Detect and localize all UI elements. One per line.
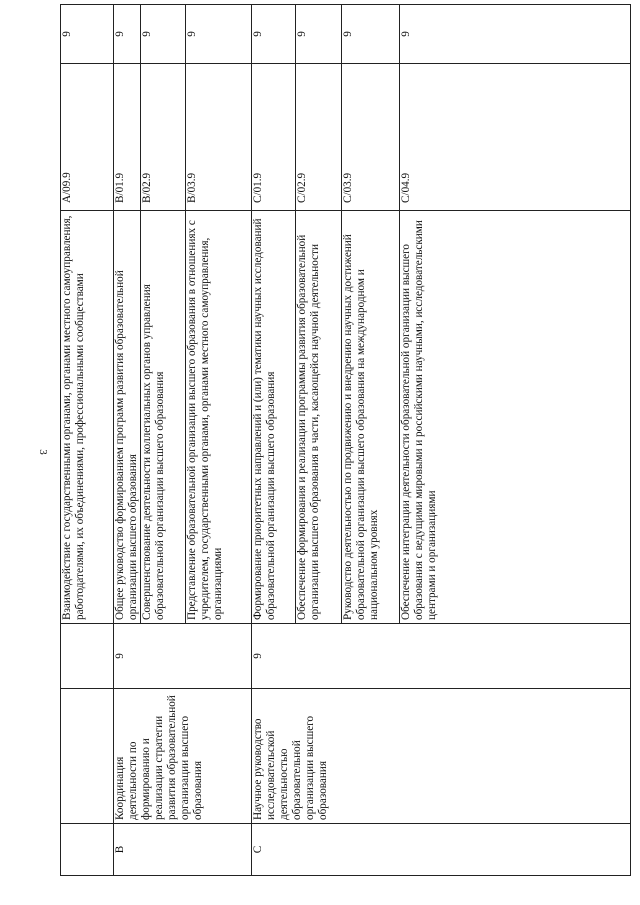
labor-function-code: C/02.9 — [296, 64, 342, 211]
labor-function-code: C/04.9 — [400, 64, 631, 211]
generalized-function-code: B — [114, 824, 252, 876]
labor-function-level: 9 — [61, 5, 114, 64]
generalized-function-level: 9 — [252, 624, 631, 689]
labor-function-level: 9 — [400, 5, 631, 64]
labor-function-code: C/01.9 — [252, 64, 296, 211]
labor-function-code: C/03.9 — [342, 64, 400, 211]
page-number: 3 — [36, 449, 49, 455]
labor-function-level: 9 — [252, 5, 296, 64]
labor-function-level: 9 — [342, 5, 400, 64]
generalized-function-name-cell — [61, 689, 114, 824]
labor-function-code: B/03.9 — [186, 64, 252, 211]
labor-function-text: Формирование приоритетных направлений и (или) тематики научных исследований образовательной организации высшего образования — [252, 211, 296, 624]
labor-function-level: 9 — [296, 5, 342, 64]
rotated-page — [60, 31, 630, 876]
generalized-function-level: 9 — [114, 624, 252, 689]
functions-table — [60, 4, 631, 876]
labor-function-level: 9 — [141, 5, 186, 64]
generalized-function-code: C — [252, 824, 631, 876]
table-row — [61, 5, 114, 876]
table-row — [114, 5, 141, 876]
labor-function-text: Совершенствование деятельности коллегиальных органов управления образовательной организации высшего образования — [141, 211, 186, 624]
generalized-function-level-cell — [61, 624, 114, 689]
labor-function-code: B/01.9 — [114, 64, 141, 211]
labor-function-level: 9 — [186, 5, 252, 64]
labor-function-text: Руководство деятельностью по продвижению и внедрению научных достижений образовательной организации высшего образования на международном и национальном уровнях — [342, 211, 400, 624]
labor-function-level: 9 — [114, 5, 141, 64]
labor-function-text: Общее руководство формированием программ развития образовательной организации высшего образования — [114, 211, 141, 624]
labor-function-text: Обеспечение интеграции деятельности образовательной организации высшего образования с ведущими мировыми и российскими научными, исследовательскими центрами и организациями — [400, 211, 631, 624]
labor-function-code: A/09.9 — [61, 64, 114, 211]
labor-function-text: Взаимодействие с государственными органами, органами местного самоуправления, работодателями, их объединениями, профессиональными сообществами — [61, 211, 114, 624]
generalized-function-code-cell — [61, 824, 114, 876]
labor-function-text: Обеспечение формирования и реализации программы развития образовательной организации высшего образования в части, касающейся научной деятельности — [296, 211, 342, 624]
labor-function-code: B/02.9 — [141, 64, 186, 211]
generalized-function-name: Научное руководство исследовательской деятельностью образовательной организации высшего образования — [252, 689, 631, 824]
table-row — [252, 5, 296, 876]
generalized-function-name: Координация деятельности по формированию и реализации стратегии развития образовательной организации высшего образования — [114, 689, 252, 824]
labor-function-text: Представление образовательной организации высшего образования в отношениях с учредителем, государственными органами, органами местного самоуправления, организациями — [186, 211, 252, 624]
